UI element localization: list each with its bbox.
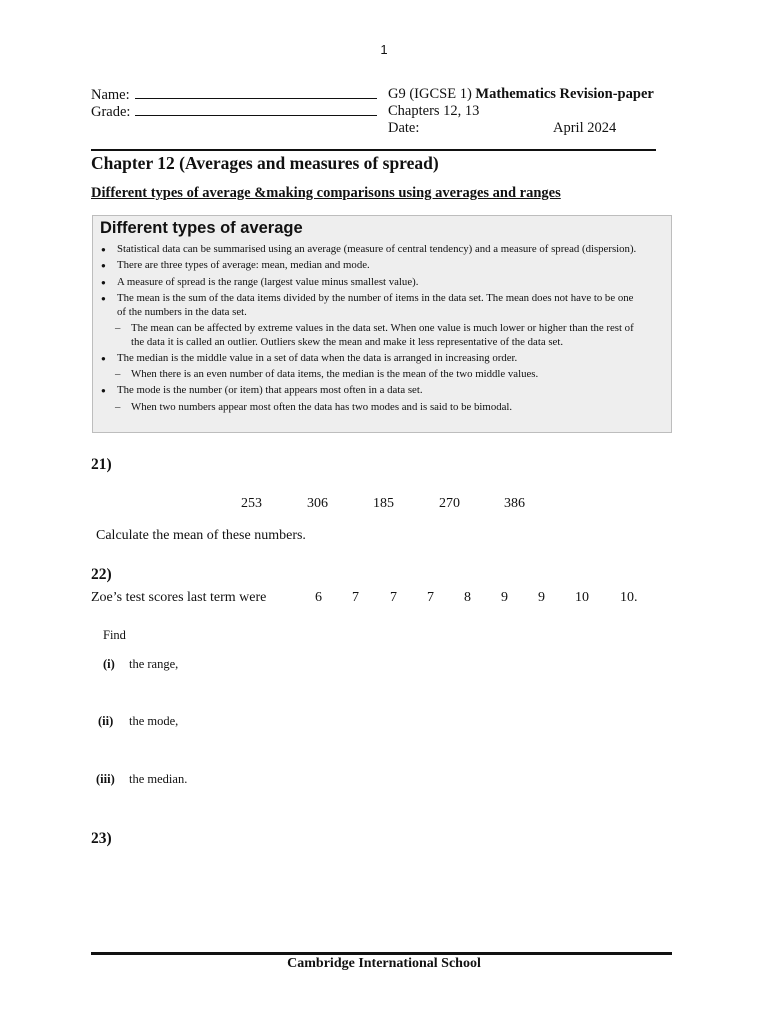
part-label: (i) xyxy=(103,657,115,671)
paper-title xyxy=(388,86,654,103)
q22-score: 8 xyxy=(464,590,471,605)
question-21-number: 21) xyxy=(91,456,112,473)
part-text: the median. xyxy=(129,772,188,786)
question-23-number: 23) xyxy=(91,830,112,847)
date-value: April 2024 xyxy=(553,120,617,136)
page-number: 1 xyxy=(380,42,388,57)
info-box xyxy=(92,215,672,433)
question-22-part-ii xyxy=(98,714,113,729)
q21-value: 386 xyxy=(504,496,525,511)
question-22-part-i xyxy=(103,657,115,672)
footer-school-name: Cambridge International School xyxy=(287,956,481,971)
part-label: (ii) xyxy=(98,714,114,728)
list-item: ● There are three types of average: mean, median and mode. xyxy=(93,259,637,273)
date-label: Date: xyxy=(388,120,420,136)
list-item: ● Statistical data can be summarised using an average (measure of central tendency) and a measure of spread (dispersion). xyxy=(93,243,637,257)
name-row xyxy=(91,86,377,104)
grade-label: Grade: xyxy=(91,104,131,120)
list-item: ● The mean is the sum of the data items divided by the number of items in the data set. The mean does not have to be one of the numbers in the data set. xyxy=(93,292,637,319)
list-item: ● A measure of spread is the range (largest value minus smallest value). xyxy=(93,276,637,290)
q21-value: 185 xyxy=(373,496,394,511)
paper-title-bold: Mathematics Revision-paper xyxy=(475,86,654,102)
part-text: the range, xyxy=(129,657,179,671)
q22-score: 7 xyxy=(427,590,434,605)
header-divider xyxy=(91,149,656,151)
q22-score: 7 xyxy=(352,590,359,605)
question-22-part-iii xyxy=(96,772,115,787)
grade-row xyxy=(91,103,377,121)
question-22-intro: Zoe’s test scores last term were xyxy=(91,590,267,605)
question-21-text: Calculate the mean of these numbers. xyxy=(96,528,306,543)
q22-score: 10. xyxy=(620,590,638,605)
question-22-find: Find xyxy=(103,628,126,642)
q22-score: 9 xyxy=(501,590,508,605)
q22-score: 10 xyxy=(575,590,589,605)
list-subitem: – When there is an even number of data items, the median is the mean of the two middle values. xyxy=(93,368,641,382)
q22-score: 6 xyxy=(315,590,322,605)
info-box-list xyxy=(93,243,641,417)
q21-value: 270 xyxy=(439,496,460,511)
q21-value: 253 xyxy=(241,496,262,511)
q22-score: 9 xyxy=(538,590,545,605)
paper-title-prefix: G9 (IGCSE 1) xyxy=(388,86,476,102)
chapter-heading: Chapter 12 (Averages and measures of spread) xyxy=(91,153,439,173)
list-subitem: – The mean can be affected by extreme values in the data set. When one value is much lower or higher than the rest of the data it is called an outlier. Outliers skew the mean and make it less representative of the data set. xyxy=(93,322,641,349)
list-subitem: – When two numbers appear most often the data has two modes and is said to be bimodal. xyxy=(93,401,641,415)
grade-blank-line[interactable] xyxy=(135,103,377,116)
chapters-label: Chapters 12, 13 xyxy=(388,103,480,119)
q21-value: 306 xyxy=(307,496,328,511)
info-box-title: Different types of average xyxy=(100,219,303,237)
footer-divider xyxy=(91,952,672,955)
name-blank-line[interactable] xyxy=(135,86,377,99)
list-item: ● The mode is the number (or item) that appears most often in a data set. xyxy=(93,384,637,398)
question-22-number: 22) xyxy=(91,566,112,583)
list-item: ● The median is the middle value in a set of data when the data is arranged in increasing order. xyxy=(93,352,637,366)
part-label: (iii) xyxy=(96,772,115,786)
name-label: Name: xyxy=(91,87,130,103)
q22-score: 7 xyxy=(390,590,397,605)
section-subheading: Different types of average &making comparisons using averages and ranges xyxy=(91,185,561,201)
part-text: the mode, xyxy=(129,714,179,728)
